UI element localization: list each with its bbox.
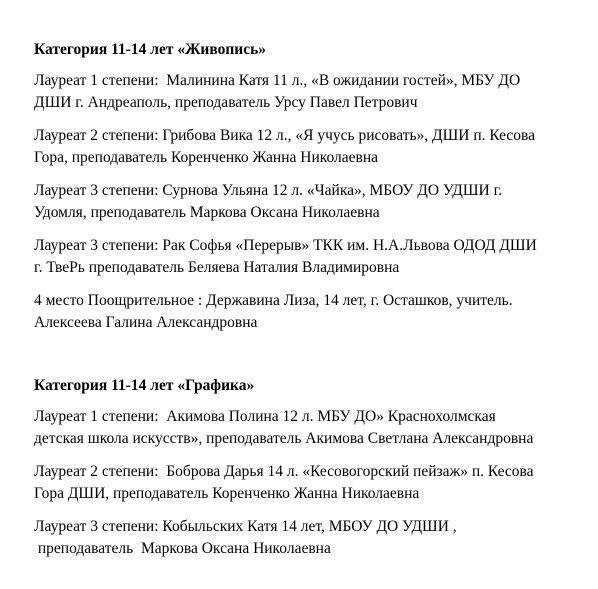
entry-line: г. ТвеРь преподаватель Беляева Наталия Владимировна (34, 259, 400, 276)
entry-line: Лауреат 3 степени: Сурнова Ульяна 12 л. «Чайка», МБОУ ДО УДШИ г. (34, 182, 503, 199)
section-graphics (34, 376, 578, 560)
award-entry (34, 516, 578, 560)
entry-line: Лауреат 3 степени: Рак Софья «Перерыв» ТКК им. Н.А.Львова ОДОД ДШИ (34, 237, 537, 254)
section-painting (34, 40, 578, 334)
entry-line: Лауреат 2 степени: Боброва Дарья 14 л. «Кесовогорский пейзаж» п. Кесова (34, 463, 534, 480)
entry-line: детская школа искусств», преподаватель Акимова Светлана Александровна (34, 430, 534, 447)
award-entry (34, 290, 578, 334)
entry-line: Лауреат 3 степени: Кобыльских Катя 14 лет, МБОУ ДО УДШИ , (34, 518, 457, 535)
entry-line: Алексеева Галина Александровна (34, 314, 258, 331)
entry-line: Лауреат 1 степени: Малинина Катя 11 л., «В ожидании гостей», МБУ ДО (34, 72, 521, 89)
entry-line: преподаватель Маркова Оксана Николаевна (34, 540, 331, 557)
section-heading: Категория 11-14 лет «Живопись» (34, 41, 267, 58)
entry-line: Лауреат 1 степени: Акимова Полина 12 л. МБУ ДО» Краснохолмская (34, 408, 496, 425)
section-heading: Категория 11-14 лет «Графика» (34, 377, 255, 394)
award-entry (34, 461, 578, 505)
entry-line: Гора, преподаватель Коренченко Жанна Николаевна (34, 149, 379, 166)
entry-line: ДШИ г. Андреаполь, преподаватель Урсу Павел Петрович (34, 94, 418, 111)
entry-line: 4 место Поощрительное : Державина Лиза, 14 лет, г. Осташков, учитель. (34, 292, 513, 309)
award-entry (34, 125, 578, 169)
entry-line: Лауреат 2 степени: Грибова Вика 12 л., «Я учусь рисовать», ДШИ п. Кесова (34, 127, 536, 144)
entry-line: Гора ДШИ, преподаватель Коренченко Жанна Николаевна (34, 485, 420, 502)
entry-line: Удомля, преподаватель Маркова Оксана Николаевна (34, 204, 380, 221)
award-entry (34, 180, 578, 224)
award-entry (34, 70, 578, 114)
award-entry (34, 235, 578, 279)
award-entry (34, 406, 578, 450)
